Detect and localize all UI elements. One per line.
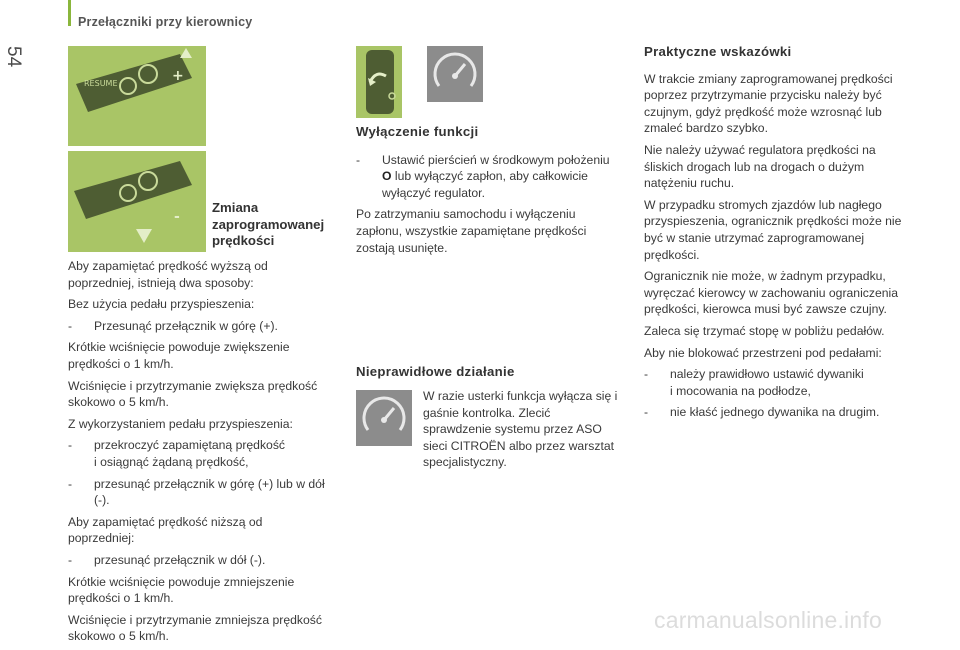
svg-text:RESUME: RESUME [84,79,118,88]
paragraph: Krótkie wciśnięcie powoduje zwiększenie prędkości o 1 km/h. [68,340,290,371]
svg-text:-: - [174,209,180,225]
stalk-down-icon [68,151,206,252]
paragraph: Krótkie wciśnięcie powoduje zmniejszenie prędkości o 1 km/h. [68,574,295,606]
list-item: - Ustawić pierścień w środkowym położeniu O lub wyłączyć zapłon, aby całkowicie wyłączyć regulator. [356,152,610,200]
speed-limiter-icon [356,390,412,446]
paragraph: Z wykorzystaniem pedału przyspieszenia: [68,416,293,431]
stalk-ring-icon [356,46,402,118]
list-item: - przekroczyć zapamiętaną prędkość i osiągnąć żądaną prędkość, [68,438,286,469]
section-accent-bar [68,0,71,26]
paragraph: Aby zapamiętać prędkość niższą od poprzedniej: [68,514,263,546]
column-3 [644,44,916,426]
svg-text:+: + [172,68,184,84]
paragraph: Bez użycia pedału przyspieszenia: [68,297,255,312]
column-1 [68,258,330,650]
section-heading: Wyłączenie funkcji [356,124,479,139]
list-item: - nie kłaść jednego dywanika na drugim. [644,405,880,420]
list-item: - należy prawidłowo ustawić dywaniki i mocowania na podłodze, [644,367,864,398]
paragraph: Wciśnięcie i przytrzymanie zwiększa prędkość skokowo o 5 km/h. [68,378,318,410]
paragraph: W przypadku stromych zjazdów lub nagłego przyspieszenia, ogranicznik prędkości może nie być w stanie utrzymać zaprogramowanej prędkości. [644,197,902,262]
section-heading: Zmiana zaprogramowanej prędkości [212,200,325,248]
paragraph: Wciśnięcie i przytrzymanie zmniejsza prędkość skokowo o 5 km/h. [68,612,322,644]
paragraph: Zaleca się trzymać stopę w pobliżu pedałów. [644,323,885,338]
section-title: Przełączniki przy kierownicy [78,15,253,29]
list-item: - Przesunąć przełącznik w górę (+). [68,318,278,333]
speed-limiter-icon [427,46,483,102]
paragraph: W razie usterki funkcja wyłącza się i gaśnie kontrolka. Zlecić sprawdzenie systemu przez ASO sieci CITROËN albo przez warsztat specjalistyczny. [423,389,618,470]
section-heading: Nieprawidłowe działanie [356,364,515,379]
paragraph: Aby zapamiętać prędkość wyższą od poprzedniej, istnieją dwa sposoby: [68,259,268,290]
watermark: carmanualsonline.info [654,607,882,633]
paragraph: Nie należy używać regulatora prędkości na śliskich drogach lub na drogach o dużym natężeniu ruchu. [644,142,876,191]
paragraph: Aby nie blokować przestrzeni pod pedałami: [644,345,882,360]
page-number: 54 [3,46,24,68]
paragraph: W trakcie zmiany zaprogramowanej prędkości poprzez przytrzymanie przycisku należy być czujnym, gdyż prędkość może wzrosnąć lub zmaleć bardzo szybko. [644,71,893,136]
list-item: - przesunąć przełącznik w górę (+) lub w dół (-). [68,476,325,508]
column-2 [356,124,618,261]
malfunction-text [423,388,619,476]
paragraph: Ogranicznik nie może, w żadnym przypadku, wyręczać kierowcy w zachowaniu ograniczenia prędkości, kierowca musi być zawsze czujny. [644,269,899,317]
stalk-up-icon [68,46,206,146]
list-item: - przesunąć przełącznik w dół (-). [68,552,266,567]
section-heading: Praktyczne wskazówki [644,44,792,59]
paragraph: Po zatrzymaniu samochodu i wyłączeniu zapłonu, wszystkie zapamiętane prędkości zostają usunięte. [356,207,587,255]
